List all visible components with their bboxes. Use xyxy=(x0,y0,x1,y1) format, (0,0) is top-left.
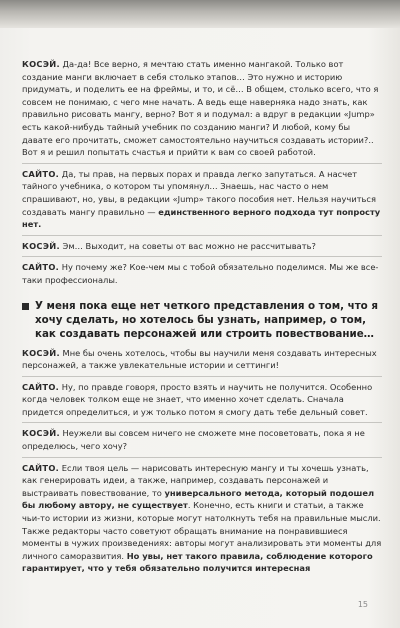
dialogue-text: . Конечно, есть книги и статьи, а также чьи-то истории из жизни, которые могут натолкнуть тебя на правильные мысли. Также редакторы часто советуют обращать внимание на понравившиеся моменты в чужих произведениях: авторы могут анализировать эти моменты для личного саморазвития. xyxy=(22,500,382,561)
dialogue-block-2 xyxy=(22,347,382,580)
dialogue-text: Ну почему же? Кое-чем мы с тобой обязательно поделимся. Мы же все-таки профессионалы. xyxy=(22,262,379,285)
emphasis-text: единственного верного подхода тут попросту нет. xyxy=(22,206,381,230)
dialogue-paragraph xyxy=(22,240,382,258)
dialogue-text: Если твоя цель — нарисовать интересную мангу и ты хочешь узнать, как генерировать идеи, а также, например, создавать персонажей и выстраивать повествование, то xyxy=(22,462,369,498)
dialogue-paragraph xyxy=(22,347,382,377)
dialogue-block-1 xyxy=(22,58,382,291)
dialogue-text: Мне бы очень хотелось, чтобы вы научили меня создавать интересных персонажей, а также увлекательные истории и сеттинги! xyxy=(22,347,377,371)
speaker-name: КОСЭЙ. xyxy=(22,59,60,69)
dialogue-paragraph xyxy=(22,427,382,457)
dialogue-text: Эм… Выходит, на советы от вас можно не рассчитывать? xyxy=(59,240,316,251)
dialogue-text: Да, ты прав, на первых порах и правда легко запутаться. А насчет тайного учебника, о котором ты упомянул… Знаешь, нас часто о нем спрашивают, но, увы, в редакции «Jump» такого пособия нет. Нельзя научиться создавать мангу правильно — xyxy=(22,168,376,217)
dialogue-paragraph xyxy=(22,168,382,236)
dialogue-paragraph xyxy=(22,58,382,164)
speaker-name: КОСЭЙ. xyxy=(22,240,60,251)
dialogue-paragraph xyxy=(22,261,382,290)
speaker-name: КОСЭЙ. xyxy=(22,428,60,439)
page-text xyxy=(22,58,382,583)
square-bullet-icon xyxy=(22,303,29,310)
question-text: У меня пока еще нет четкого представления о том, что я хочу сделать, но хотелось бы узнать, например, о том, как создавать персонажей или строить повествование… xyxy=(35,299,378,340)
page-top-shadow xyxy=(0,0,400,28)
speaker-name: САЙТО. xyxy=(22,462,60,473)
speaker-name: САЙТО. xyxy=(22,262,60,273)
emphasis-text: универсального метода, который подошел бы любому автору, не существует xyxy=(22,487,375,511)
dialogue-text: Ну, по правде говоря, просто взять и научить не получится. Особенно когда человек толком еще не знает, что именно хочет сделать. Сначала придется определиться, и уж только потом я смогу дать тебе дельный совет. xyxy=(22,381,373,417)
dialogue-paragraph xyxy=(22,381,382,424)
emphasis-text: Но увы, нет такого правила, соблюдение которого гарантирует, что у тебя обязательно получится интересная xyxy=(22,550,373,574)
dialogue-paragraph xyxy=(22,462,382,579)
section-question xyxy=(22,299,382,341)
dialogue-text: Неужели вы совсем ничего не сможете мне посоветовать, пока я не определюсь, чего хочу? xyxy=(22,428,365,452)
page-number: 15 xyxy=(357,600,368,609)
dialogue-text: Да-да! Все верно, я мечтаю стать именно мангакой. Только вот создание манги включает в себя столько этапов… Это нужно и историю придумать, и поделить ее на фреймы, и то, и сё… В общем, столько всего, что я совсем не понимаю, с чего мне начать. А ведь еще наверняка надо знать, как правильно рисовать мангу, верно? Вот я и подумал: а вдруг в редакции «Jump» есть какой-нибудь тайный учебник по созданию манги? И любой, кому бы давате его прочитать, сможет самостоятельно научиться создавать истории?.. Вот я и решил попытать счастья и прийти к вам со своей работой. xyxy=(22,59,379,158)
speaker-name: САЙТО. xyxy=(22,381,60,392)
speaker-name: САЙТО. xyxy=(22,168,60,179)
speaker-name: КОСЭЙ. xyxy=(22,347,60,358)
